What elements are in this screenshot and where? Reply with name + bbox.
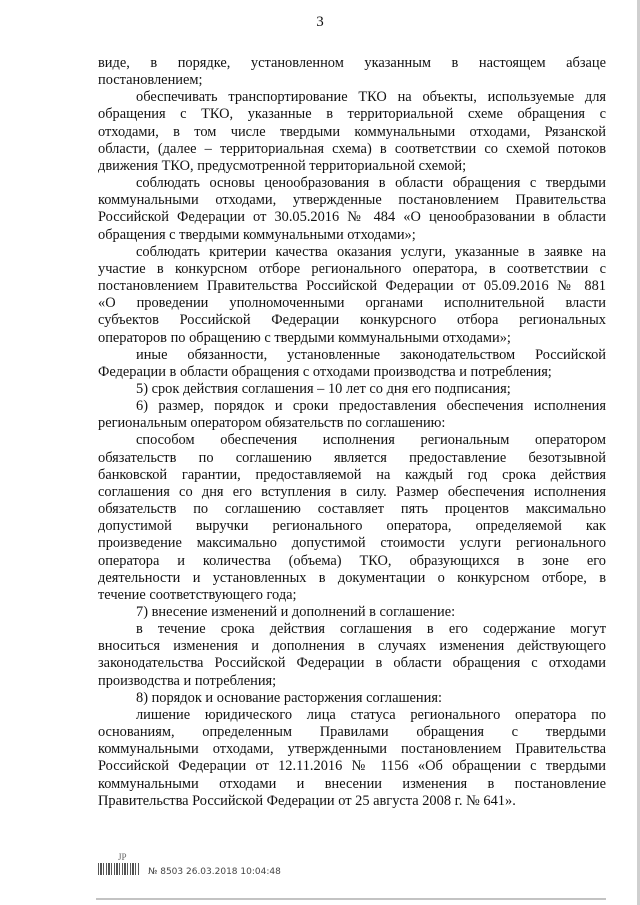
text-line: производства и потребления; xyxy=(98,672,277,689)
text-line: участие в конкурсном отборе регионального оператора, в соответствии с xyxy=(98,260,606,277)
text-line: оператора и количества (объема) ТКО, образующихся в зоне его xyxy=(98,552,606,569)
text-line: области, (далее – территориальная схема) в соответствии со схемой потоков xyxy=(98,140,606,157)
text-line: 7) внесение изменений и дополнений в соглашение: xyxy=(136,604,456,620)
document-body xyxy=(98,55,606,810)
text-line: соблюдать критерии качества оказания услуги, указанные в заявке на xyxy=(136,243,606,260)
text-line: «О проведении уполномоченными органами исполнительной власти xyxy=(98,295,606,312)
text-line: деятельности и установленных в документации о конкурсном отборе, в xyxy=(98,569,606,586)
text-line: Правительства Российской Федерации от 25 августа 2008 г. № 641». xyxy=(98,792,516,809)
text-line: 5) срок действия соглашения – 10 лет со дня его подписания; xyxy=(136,380,511,397)
text-line: произведение максимально допустимой стоимости услуги регионального xyxy=(98,535,606,552)
text-line: обязательств по соглашению является предоставление безотзывной xyxy=(98,449,606,466)
text-line: Российской Федерации от 30.05.2016 № 484 «О ценообразовании в области xyxy=(98,209,606,226)
text-line: законодательства Российской Федерации в области обращения с отходами xyxy=(98,655,606,672)
text-line: способом обеспечения исполнения региональным оператором xyxy=(136,432,606,449)
text-line: допустимой выручки регионального оператора, определяемой как xyxy=(98,518,606,535)
text-line: субъектов Российской Федерации конкурсного отбора региональных xyxy=(98,312,606,329)
text-line: региональным оператором обязательств по соглашению: xyxy=(98,415,446,432)
text-line: лишение юридического лица статуса регионального оператора по xyxy=(136,706,606,723)
text-line: Федерации в области обращения с отходами производства и потребления; xyxy=(98,363,552,380)
registration-stamp xyxy=(98,852,358,882)
text-line: основаниям, определенным Правилами обращения с твердыми xyxy=(98,724,606,741)
text-line: Российской Федерации от 12.11.2016 № 1156 «Об обращении с твердыми xyxy=(98,758,606,775)
text-line: в течение срока действия соглашения в его содержание могут xyxy=(136,621,606,638)
text-line: коммунальными отходами и внесении изменения в постановление xyxy=(98,775,606,792)
text-line: постановлением Правительства Российской Федерации от 05.09.2016 № 881 xyxy=(98,278,606,295)
text-line: соблюдать основы ценообразования в области обращения с твердыми xyxy=(136,175,606,192)
barcode-icon xyxy=(98,862,140,876)
text-line: банковской гарантии, предоставляемой на каждый год срока действия xyxy=(98,466,606,483)
text-line: отходами, в том числе твердыми коммунальными отходами, Рязанской xyxy=(98,123,606,140)
text-line: обращения с твердыми коммунальными отходами»; xyxy=(98,226,416,243)
registration-number: № 8503 26.03.2018 10:04:48 xyxy=(148,867,281,877)
text-line: операторов по обращению с твердыми коммунальными отходами»; xyxy=(98,329,511,346)
text-line: 8) порядок и основание расторжения соглашения: xyxy=(136,689,442,706)
text-line: течение соответствующего года; xyxy=(98,586,297,603)
text-line: 6) размер, порядок и сроки предоставления обеспечения исполнения xyxy=(136,398,606,415)
text-line: вноситься изменения и дополнения в случаях изменения действующего xyxy=(98,638,606,655)
text-line: коммунальными отходами, утвержденными постановлением Правительства xyxy=(98,741,606,758)
text-line: соглашения со дня его вступления в силу. Размер обеспечения исполнения xyxy=(98,483,606,500)
text-line: обязательств по соглашению составляет пять процентов максимально xyxy=(98,501,606,518)
text-line: обращения с ТКО, указанные в территориальной схеме обращения с xyxy=(98,106,606,123)
text-line: движения ТКО, предусмотренной территориальной схемой; xyxy=(98,157,467,174)
page-number: 3 xyxy=(316,14,324,30)
text-line: обеспечивать транспортирование ТКО на объекты, используемые для xyxy=(136,89,606,106)
stamp-mark: JP xyxy=(118,852,127,862)
text-line: коммунальными отходами, утвержденные постановлением Правительства xyxy=(98,192,606,209)
text-line: постановлением; xyxy=(98,72,203,89)
text-line: виде, в порядке, установленном указанным в настоящем абзаце xyxy=(98,55,606,71)
text-line: иные обязанности, установленные законодательством Российской xyxy=(136,346,606,363)
scan-edge-line xyxy=(96,898,606,900)
